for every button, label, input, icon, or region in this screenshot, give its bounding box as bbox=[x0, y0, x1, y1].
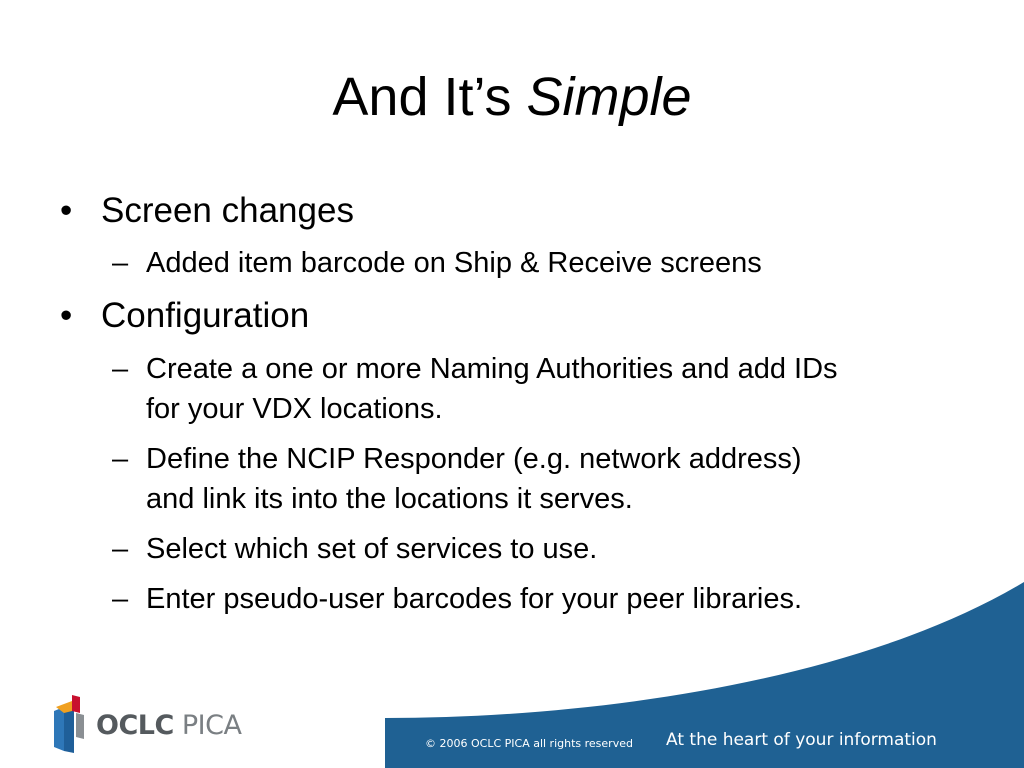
footer-copyright: © 2006 OCLC PICA all rights reserved bbox=[425, 737, 633, 750]
sub-bullet-line-2: and link its into the locations it serves. bbox=[146, 483, 633, 515]
sub-bullet-marker: – bbox=[112, 533, 129, 565]
logo-word-oclc: OCLC bbox=[96, 710, 174, 741]
bullet-marker: • bbox=[60, 296, 73, 335]
bullet-text: Configuration bbox=[101, 296, 310, 335]
sub-bullet-marker: – bbox=[112, 583, 129, 615]
footer-tagline: At the heart of your information bbox=[666, 730, 937, 750]
oclc-pica-logo-text bbox=[96, 710, 241, 741]
sub-bullet-marker: – bbox=[112, 443, 129, 475]
sub-bullet-marker: – bbox=[112, 247, 129, 279]
title-prefix: And It’s bbox=[332, 67, 527, 127]
sub-bullet-marker: – bbox=[112, 353, 129, 385]
sub-bullet-line-2: for your VDX locations. bbox=[146, 393, 443, 425]
sub-bullet-line-1: Define the NCIP Responder (e.g. network address) bbox=[146, 443, 802, 475]
bullet-marker: • bbox=[60, 191, 73, 230]
bullet-text: Screen changes bbox=[101, 191, 354, 230]
sub-bullet-text: Select which set of services to use. bbox=[146, 533, 598, 565]
logo-word-pica: PICA bbox=[181, 710, 242, 741]
sub-bullet-line-1: Create a one or more Naming Authorities and add IDs bbox=[146, 353, 838, 385]
sub-bullet-text: Enter pseudo-user barcodes for your peer libraries. bbox=[146, 583, 803, 615]
sub-bullet-text: Added item barcode on Ship & Receive screens bbox=[146, 247, 762, 279]
title-emphasis: Simple bbox=[526, 67, 692, 127]
